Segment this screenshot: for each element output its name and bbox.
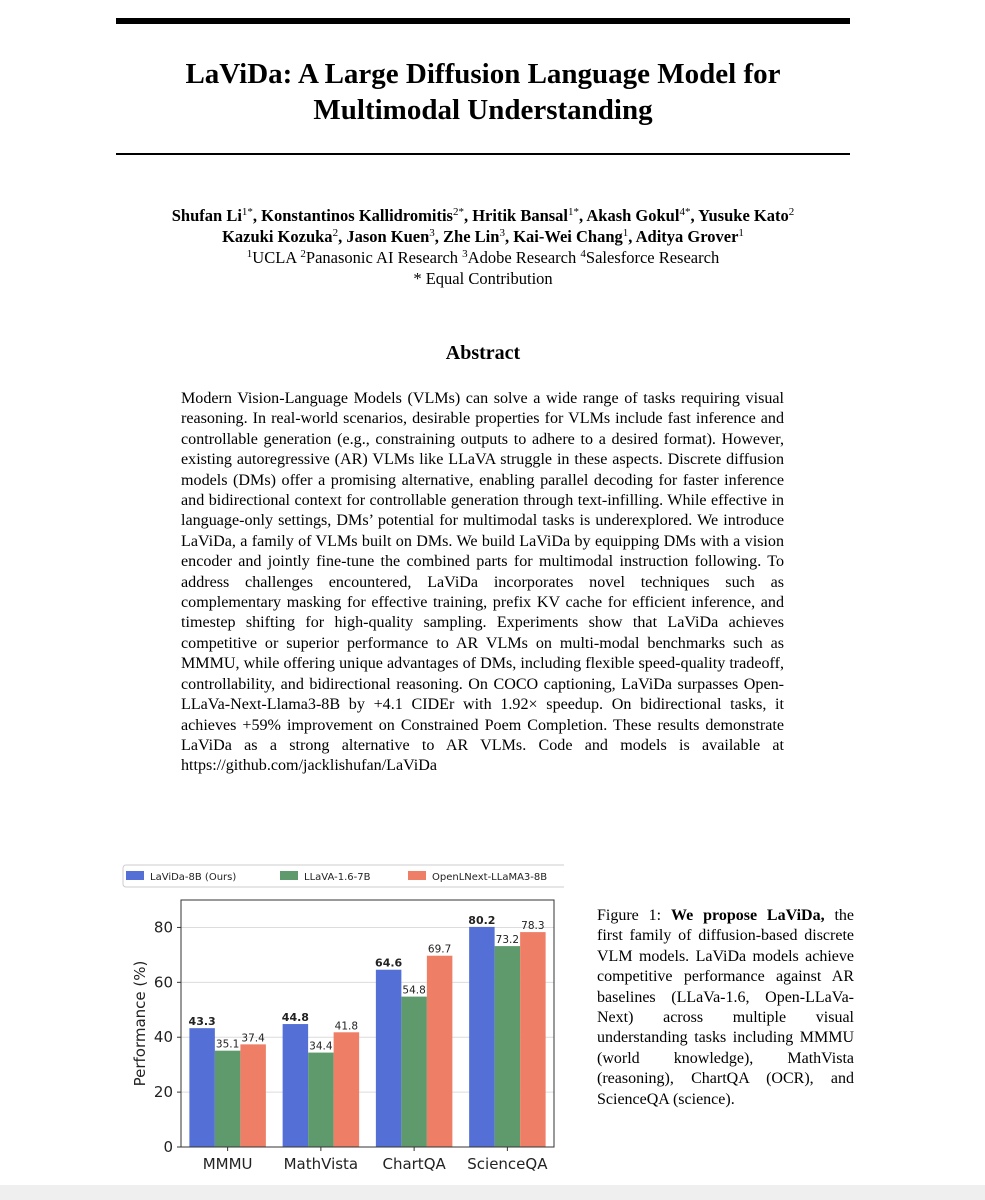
data-label: 54.8 [402,984,426,997]
author-affiliation: 1 [622,227,629,239]
data-label: 41.8 [334,1020,359,1033]
caption-prefix: Figure 1: [597,907,662,924]
bar [215,1051,241,1147]
y-tick-label: 40 [153,1028,173,1047]
x-tick-label: MathVista [283,1155,359,1173]
bar [334,1032,360,1147]
legend-label: LaViDa-8B (Ours) [150,872,237,883]
data-label: 44.8 [281,1011,309,1025]
data-label: 69.7 [427,943,452,956]
legend-swatch [280,871,298,880]
affiliation-name: Adobe Research [467,248,577,267]
bar [495,946,521,1147]
page-bottom-edge [0,1185,985,1200]
figure-caption [597,906,854,1110]
bar [308,1053,334,1147]
author-affiliation: 2 [332,227,339,239]
top-rule [116,18,850,24]
affiliation-name: UCLA [252,248,297,267]
data-label: 43.3 [188,1015,216,1029]
caption-bold: We propose LaViDa, [671,907,825,924]
author-affiliation: 1* [568,206,580,218]
bar-chart [118,862,564,1180]
y-tick-label: 80 [153,918,173,937]
paper-title [116,56,850,128]
bar [240,1044,266,1147]
caption-rest: the first family of diffusion-based discrete VLM models. LaViDa models achieve competitive performance against AR baselines (LLaVa-1.6, Open-LLaVa-Next) across multiple visual understanding tasks including MMMU (world knowledge), MathVista (reasoning), ChartQA (OCR), and ScienceQA (science). [597,907,855,1108]
legend-swatch [126,871,144,880]
author-name: Aditya Grover [635,227,739,246]
data-label: 35.1 [215,1038,240,1051]
author-affiliation: 2 [788,206,795,218]
affiliation-line [90,247,876,268]
author-name: Zhe Lin [443,227,500,246]
affiliation-number: 2 [300,248,306,260]
legend-label: LLaVA-1.6-7B [304,872,371,883]
abstract-heading: Abstract [445,342,521,364]
x-tick-label: ChartQA [382,1155,446,1173]
bar [189,1028,215,1147]
author-name: Akash Gokul [586,206,680,225]
author-affiliation: 1* [241,206,253,218]
author-line-1: Shufan $Li^{1*}$, Konstantinos Kallidromitis$^{2*}$, Hritik Bansal$^{1*}$, Akash Gokul$^{4*}$, Yusuke Kato$^2$ [171,206,795,225]
author-line-2: Kazuki Kozuka$^2$, Jason Kuen$^3$, Zhe Lin$^3$, Kai-Wei Chang$^1$, Aditya Grover$^1$ [222,227,744,246]
legend-label: OpenLNext-LLaMA3-8B [432,872,548,883]
affiliation-number: 3 [462,248,468,260]
legend-swatch [408,871,426,880]
data-label: 64.6 [375,956,403,970]
title-line-1: LaViDa: A Large Diffusion Language Model for [185,58,781,90]
y-axis-label: Performance (%) [131,960,149,1087]
author-name: Yusuke Kato [698,206,789,225]
author-affiliation: 4* [679,206,691,218]
x-tick-label: ScienceQA [467,1155,548,1173]
data-label: 78.3 [521,920,545,933]
y-tick-label: 60 [153,973,173,992]
title-rule [116,153,850,155]
abstract-text: Modern Vision-Language Models (VLMs) can solve a wide range of tasks requiring visual reasoning. In real-world scenarios, desirable properties for VLMs include fast inference and controllable generation (e.g., constraining outputs to adhere to a desired format). However, existing autoregressive (AR) VLMs like LLaVA struggle in these aspects. Discrete diffusion models (DMs) offer a promising alternative, enabling parallel decoding for faster inference and bidirectional context for controllable generation through text-infilling. While effective in language-only settings, DMs’ potential for multimodal tasks is underexplored. We introduce LaViDa, a family of VLMs built on DMs. We build LaViDa by equipping DMs with a vision encoder and jointly fine-tune the combined parts for multimodal instruction following. To address challenges encountered, LaViDa incorporates novel techniques such as complementary masking for effective training, prefix KV cache for efficient inference, and timestep shifting for high-quality sampling. Experiments show that LaViDa achieves competitive or superior performance to AR VLMs on multi-modal benchmarks such as MMMU, while offering unique advantages of DMs, including flexible speed-quality tradeoff, controllability, and bidirectional reasoning. On COCO captioning, LaViDa surpasses Open-LLaVa-Next-Llama3-8B by +4.1 CIDEr with 1.92× speedup. On bidirectional tasks, it achieves +59% improvement on Constrained Poem Completion. These results demonstrate LaViDa as a strong alternative to AR VLMs. Code and models is available at https://github.com/jacklishufan/LaViDa [181,390,784,775]
data-label: 34.4 [309,1040,333,1053]
bar [401,997,427,1147]
author-name: Jason Kuen [346,227,430,246]
title-line-2: Multimodal Understanding [313,94,653,126]
equal-contribution-note: * Equal Contribution [413,269,553,288]
affiliation-number: 4 [580,248,586,260]
author-block [90,205,876,289]
author-affiliation: 2* [452,206,464,218]
author-name: Konstantinos Kallidromitis [261,206,453,225]
author-affiliation: 3 [429,227,435,239]
author-affiliation: 3 [499,227,505,239]
bar [376,970,402,1147]
y-tick-label: 20 [153,1083,173,1102]
x-tick-label: MMMU [202,1155,253,1173]
bar [520,932,546,1147]
data-label: 73.2 [495,934,520,947]
author-affiliation: 1 [738,227,744,239]
author-name: Kai-Wei Chang [513,227,623,246]
bar [427,956,453,1147]
data-label: 37.4 [241,1032,265,1045]
affiliation-name: Salesforce Research [585,248,720,267]
author-name: Kazuki Kozuka [222,227,333,246]
author-name: Hritik Bansal [472,206,569,225]
y-tick-label: 0 [163,1138,173,1156]
data-label: 80.2 [468,913,496,927]
affiliation-number: 1 [246,248,253,260]
author-name: Shufan Li [171,206,242,225]
figure-1-chart [118,862,564,1180]
affiliation-name: Panasonic AI Research [305,248,459,267]
bar [283,1024,309,1147]
bar [469,927,495,1147]
